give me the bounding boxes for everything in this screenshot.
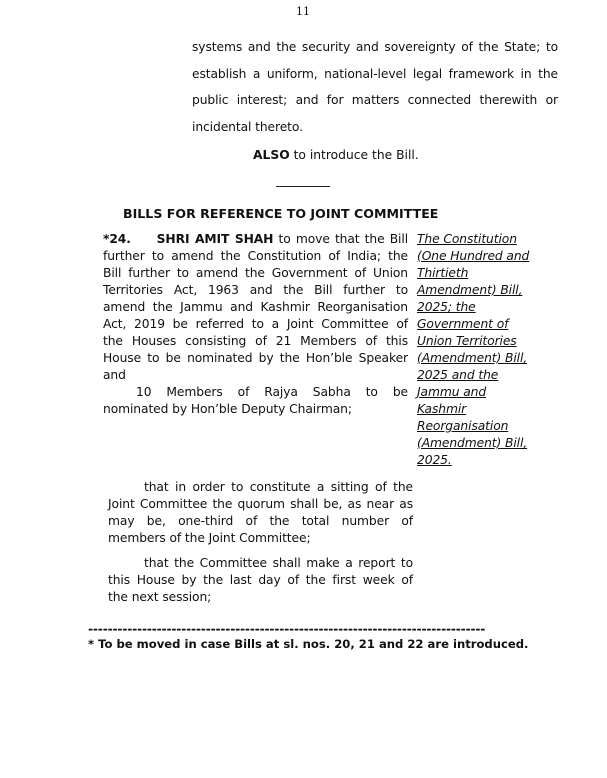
quorum-paragraph: [108, 479, 413, 547]
motion-first-line: [103, 231, 408, 248]
item-number: *24.: [103, 232, 131, 246]
also-rest: to introduce the Bill.: [289, 148, 419, 162]
intro-paragraph: [192, 34, 558, 141]
footnote: * To be moved in case Bills at sl. nos. 20, 21 and 22 are introduced.: [88, 637, 529, 651]
mover-name: SHRI AMIT SHAH: [156, 232, 274, 246]
page-number: 11: [296, 5, 310, 18]
bill-title-line: 2025.: [417, 453, 452, 467]
text-line: 10 Members of Rajya Sabha to be: [136, 385, 408, 399]
bill-title-line: Government of: [417, 317, 509, 331]
text-line: members of the Joint Committee;: [108, 531, 311, 545]
bill-title-line: Amendment) Bill,: [417, 283, 523, 297]
bill-title-line: Thirtieth: [417, 266, 469, 280]
footnote-separator: ---------------------------------------------------------------------------------: [88, 622, 486, 636]
report-paragraph: [108, 555, 413, 606]
text-line: the Houses consisting of 21 Members of this: [103, 334, 408, 348]
text-line: that the Committee shall make a report to: [144, 556, 413, 570]
bill-title-line: (Amendment) Bill,: [417, 436, 528, 450]
text-line: House to be nominated by the Hon’ble Speaker: [103, 351, 408, 365]
text-line: this House by the last day of the first week of: [108, 573, 413, 587]
bill-title-line: Kashmir: [417, 402, 467, 416]
bill-title-line: 2025 and the: [417, 368, 499, 382]
divider-rule: [276, 186, 330, 187]
text-line: may be, one-third of the total number of: [108, 514, 413, 528]
text-line: systems and the security and sovereignty of the State; to: [192, 40, 558, 54]
section-heading: BILLS FOR REFERENCE TO JOINT COMMITTEE: [123, 206, 439, 221]
text-line: the next session;: [108, 590, 212, 604]
text-line: Territories Act, 1963 and the Bill further to: [103, 283, 408, 297]
text-line: amend the Jammu and Kashmir Reorganisation: [103, 300, 408, 314]
bill-title-line: 2025; the: [417, 300, 476, 314]
text-line: that in order to constitute a sitting of the: [144, 480, 413, 494]
text-line: nominated by Hon’ble Deputy Chairman;: [103, 402, 352, 416]
bill-title-line: (One Hundred and: [417, 249, 530, 263]
bill-title-line: Reorganisation: [417, 419, 509, 433]
text-line: establish a uniform, national-level legal framework in the: [192, 66, 558, 81]
bill-title-line: Jammu and: [417, 385, 487, 399]
bill-title-line: The Constitution: [417, 232, 517, 246]
also-bold: ALSO: [253, 148, 290, 162]
text-line: Joint Committee the quorum shall be, as near as: [108, 497, 413, 511]
text-line: further to amend the Constitution of India; the: [103, 249, 408, 263]
bill-title-line: Union Territories: [417, 334, 517, 348]
text-line: Bill further to amend the Government of Union: [103, 266, 408, 280]
bill-title-line: (Amendment) Bill,: [417, 351, 528, 365]
text-line: public interest; and for matters connected therewith or: [192, 93, 558, 108]
text-line: Act, 2019 be referred to a Joint Committee of: [103, 317, 408, 331]
also-line: [253, 148, 419, 162]
text-line: and: [103, 368, 126, 382]
motion-text: [103, 231, 408, 418]
text-line: incidental thereto.: [192, 120, 303, 135]
bill-titles: [417, 231, 542, 469]
motion-first-line-rest: to move that the Bill: [273, 232, 409, 246]
